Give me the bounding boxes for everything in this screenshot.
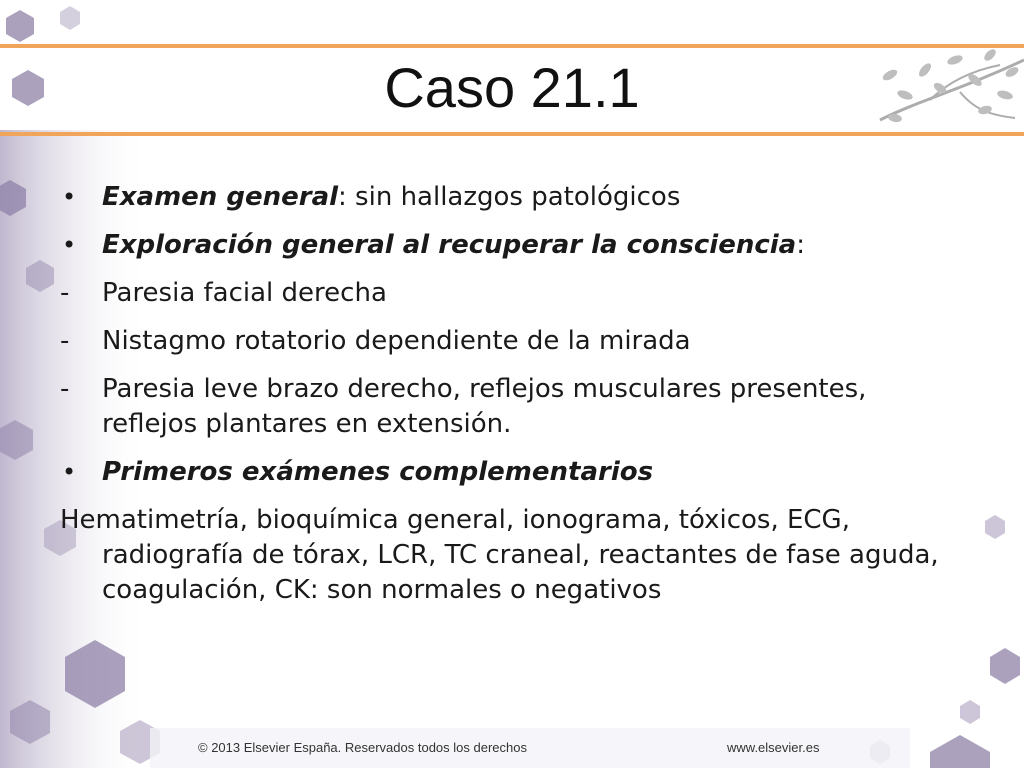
list-item [60,228,960,263]
bullet-marker: • [62,458,77,486]
bottom-rule [0,132,1024,136]
item-heading: Exploración general al recuperar la consciencia [102,230,797,260]
item-heading: Primeros exámenes complementarios [102,457,654,487]
top-rule [0,44,1024,48]
list-item [60,324,960,359]
findings-paragraph: Hematimetría, bioquímica general, ionograma, tóxicos, ECG, radiografía de tórax, LCR, TC craneal, reactantes de fase aguda, coagulación, CK: son normales o negativos [60,505,939,605]
bullet-marker: • [62,231,77,259]
dash-marker: - [60,278,70,308]
dash-marker: - [60,374,70,404]
list-item [60,180,960,215]
dash-marker: - [60,326,70,356]
item-text: Paresia facial derecha [102,278,387,308]
list-item [60,372,960,442]
slide-body [60,180,960,608]
footer-website: www.elsevier.es [727,740,820,755]
footer-copyright: © 2013 Elsevier España. Reservados todos los derechos [198,740,527,755]
item-text: Nistagmo rotatorio dependiente de la mirada [102,326,691,356]
slide-title: Caso 21.1 [384,56,640,119]
item-text: Paresia leve brazo derecho, reflejos musculares presentes, reflejos plantares en extensión. [102,374,867,439]
bullet-marker: • [62,183,77,211]
item-heading: Examen general [102,182,339,212]
list-item [60,276,960,311]
item-text: : [796,230,805,260]
list-item [60,455,960,490]
item-text: : sin hallazgos patológicos [338,182,681,212]
